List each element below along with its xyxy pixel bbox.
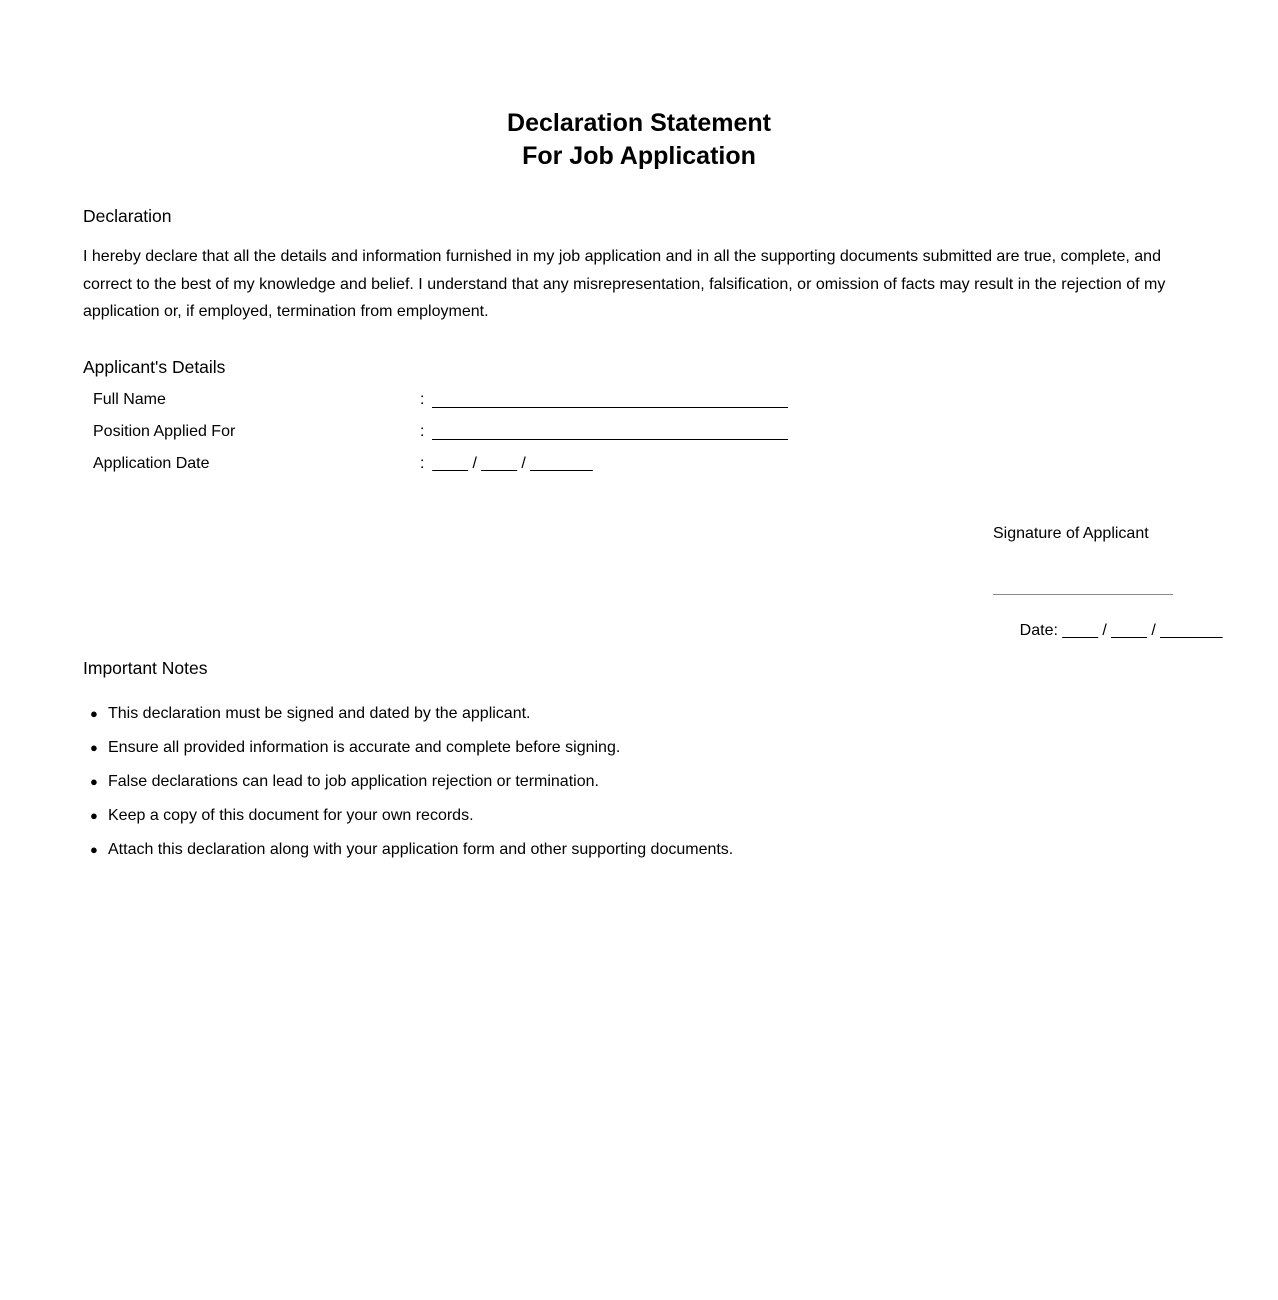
signature-block — [993, 523, 1223, 664]
bullet-icon: ● — [90, 841, 98, 857]
date-blanks: ____ / ____ / _______ — [1057, 622, 1223, 639]
application-date-label: Application Date — [93, 454, 210, 472]
bullet-icon: ● — [90, 705, 98, 721]
full-name-fill-line — [432, 407, 788, 408]
document-title — [0, 0, 1278, 173]
applicant-details-fields — [83, 391, 1195, 487]
document-title-line1: Declaration Statement — [507, 109, 771, 137]
note-text: Keep a copy of this document for your own records. — [108, 806, 474, 824]
note-text: Ensure all provided information is accurate and complete before signing. — [108, 738, 621, 756]
list-item — [84, 839, 1195, 861]
field-row-position-applied-for — [93, 423, 1195, 455]
list-item — [84, 703, 1195, 725]
declaration-heading: Declaration — [83, 206, 172, 226]
list-item — [84, 737, 1195, 759]
bullet-icon: ● — [90, 739, 98, 755]
list-item — [84, 771, 1195, 793]
field-separator: : — [420, 454, 425, 472]
bullet-icon: ● — [90, 773, 98, 789]
document-title-line2: For Job Application — [522, 142, 756, 170]
field-separator: : — [420, 422, 425, 440]
application-date-blanks: ____ / ____ / _______ — [432, 454, 593, 472]
date-label: Date: — [1019, 622, 1058, 639]
important-notes-heading: Important Notes — [83, 657, 208, 678]
field-row-application-date — [93, 455, 1195, 487]
note-text: False declarations can lead to job application rejection or termination. — [108, 772, 599, 790]
signature-fill-line — [993, 594, 1173, 595]
note-text: Attach this declaration along with your application form and other supporting documents. — [108, 840, 734, 858]
position-applied-for-label: Position Applied For — [93, 422, 236, 440]
note-text: This declaration must be signed and dated by the applicant. — [108, 704, 531, 722]
full-name-label: Full Name — [93, 390, 166, 408]
list-item — [84, 805, 1195, 827]
signature-date — [993, 598, 1223, 664]
field-separator: : — [420, 390, 425, 408]
bullet-icon: ● — [90, 807, 98, 823]
position-applied-for-fill-line — [432, 439, 788, 440]
declaration-text: I hereby declare that all the details and information furnished in my job application and in all the supporting documents submitted are true, complete, and correct to the best of my knowledge and belief. I understand that any misrepresentation, falsification, or omission of facts may result in the rejection of my application or, if employed, termination from employment. — [83, 248, 1166, 320]
field-row-full-name — [93, 391, 1195, 423]
important-notes-list — [83, 703, 1195, 861]
signature-label: Signature of Applicant — [993, 525, 1149, 542]
applicants-details-heading: Applicant's Details — [83, 356, 226, 377]
